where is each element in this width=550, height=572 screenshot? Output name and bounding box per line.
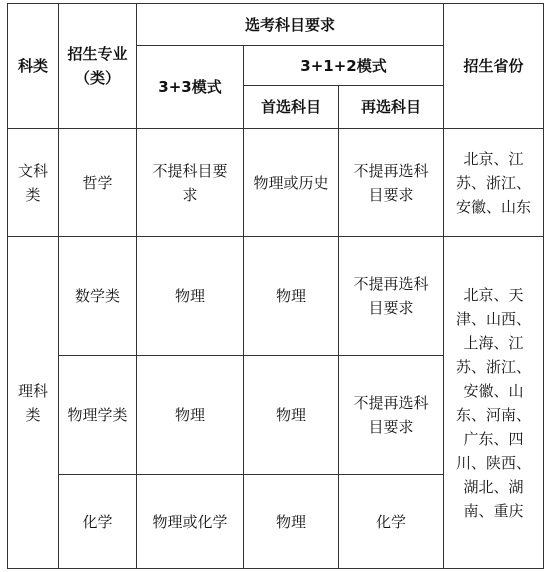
header-second-choice: 再选科目 <box>339 86 444 129</box>
first-choice-chemistry: 物理 <box>244 475 339 569</box>
header-category: 科类 <box>8 4 59 129</box>
major-chemistry: 化学 <box>59 475 137 569</box>
req-3-3-math: 物理 <box>137 237 244 356</box>
header-first-choice: 首选科目 <box>244 86 339 129</box>
first-choice-math: 物理 <box>244 237 339 356</box>
header-mode-3-1-2: 3+1+2模式 <box>244 46 444 86</box>
category-arts: 文科 类 <box>8 129 59 237</box>
req-3-3-physics: 物理 <box>137 356 244 475</box>
second-choice-chemistry: 化学 <box>339 475 444 569</box>
second-choice-physics: 不提再选科 目要求 <box>339 356 444 475</box>
header-subject-requirement: 选考科目要求 <box>137 4 444 46</box>
category-science: 理科 类 <box>8 237 59 569</box>
first-choice-philosophy: 物理或历史 <box>244 129 339 237</box>
req-3-3-chemistry: 物理或化学 <box>137 475 244 569</box>
admission-subject-table <box>7 3 544 569</box>
second-choice-math: 不提再选科 目要求 <box>339 237 444 356</box>
major-philosophy: 哲学 <box>59 129 137 237</box>
second-choice-philosophy: 不提再选科 目要求 <box>339 129 444 237</box>
header-mode-3-3: 3+3模式 <box>137 46 244 129</box>
req-3-3-philosophy: 不提科目要 求 <box>137 129 244 237</box>
header-major: 招生专业 （类） <box>59 4 137 129</box>
first-choice-physics: 物理 <box>244 356 339 475</box>
major-math: 数学类 <box>59 237 137 356</box>
provinces-philosophy: 北京、江 苏、浙江、 安徽、山东 <box>444 129 544 237</box>
header-provinces: 招生省份 <box>444 4 544 129</box>
major-physics: 物理学类 <box>59 356 137 475</box>
provinces-science: 北京、天 津、山西、 上海、江 苏、浙江、 安徽、山 东、河南、 广东、四 川、陕西、 湖北、湖 南、重庆 <box>444 237 544 569</box>
